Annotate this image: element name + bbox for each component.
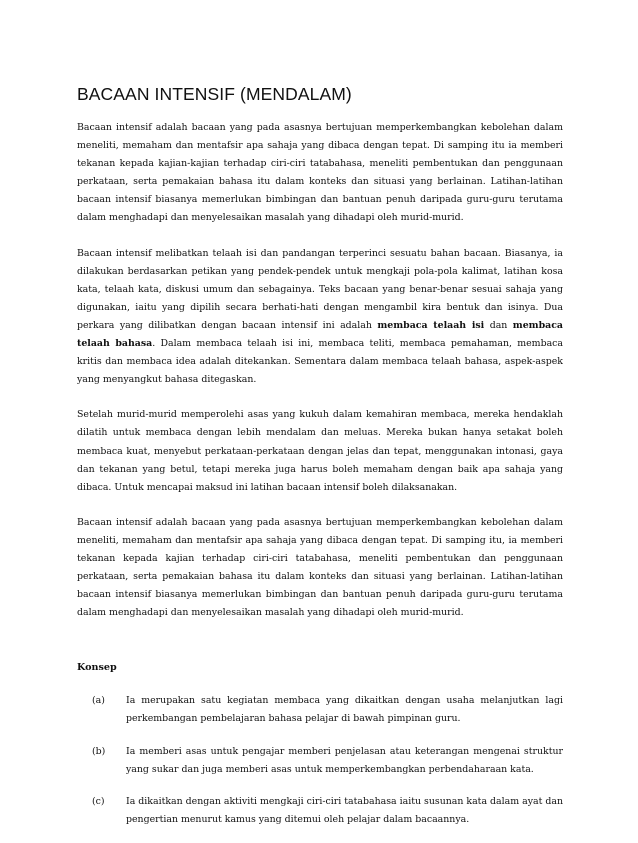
paragraph-4: Bacaan intensif adalah bacaan yang pada asasnya bertujuan memperkembangkan kebolehan dalam meneliti, memaham dan mentafsir apa sahaja yang dibaca dengan tepat. Di samping itu, ia memberi tekanan kepada kajian terhadap ciri-ciri tatabahasa, meneliti pembentukan dan penggunaan perkataan, serta pemakaian bahasa itu dalam konteks dan situasi yang berlainan. Latihan-latihan bacaan intensif biasanya memerlukan bimbingan dan bantuan penuh daripada guru-guru terutama dalam menghadapi dan menyelesaikan masalah yang dihadapi oleh murid-murid. [77,516,563,619]
document-page [77,84,563,843]
bold-term-membaca-telaah-isi: membaca telaah isi [377,319,485,331]
paragraph-2-text-a: Bacaan intensif melibatkan telaah isi dan pandangan terperinci sesuatu bahan bacaan. Biasanya, ia dilakukan berdasarkan petikan yang pendek-pendek untuk mengkaji pola-pola kalimat, latihan kosa kata, telaah kata, diskusi umum dan sebagainya. Teks bacaan yang benar-benar sesuai sahaja yang digunakan, iaitu yang dipilih secara berhati-hati dengan mengambil kira bentuk dan isinya. Dua perkara yang dilibatkan dengan bacaan intensif ini adalah [77,247,563,331]
list-item-text: Ia merupakan satu kegiatan membaca yang dikaitkan dengan usaha melanjutkan lagi perkembangan pembelajaran bahasa pelajar di bawah pimpinan guru. [126,695,563,725]
paragraph-2 [77,245,563,390]
konsep-item-a [92,692,563,728]
paragraph-2-text-b: dan [484,319,513,331]
paragraph-2-text-c: . Dalam membaca telaah isi ini, membaca teliti, membaca pemahaman, membaca kritis dan membaca idea adalah ditekankan. Sementara dalam membaca telaah bahasa, aspek-aspek yang menyangkut bahasa ditegaskan. [77,338,563,386]
list-marker: (a) [92,695,105,707]
konsep-item-c [92,793,563,829]
bold-term-membaca-telaah-bahasa: membaca telaah bahasa [77,319,563,350]
list-item-text: Ia dikaitkan dengan aktiviti mengkaji ciri-ciri tatabahasa iaitu susunan kata dalam ayat dan pengertian menurut kamus yang ditemui oleh pelajar dalam bacaannya. [126,795,563,825]
list-marker: (b) [92,745,106,757]
paragraph-3: Setelah murid-murid memperolehi asas yang kukuh dalam kemahiran membaca, mereka hendaklah dilatih untuk membaca dengan lebih mendalam dan meluas. Mereka bukan hanya setakat boleh membaca kuat, menyebut perkataan-perkataan dengan jelas dan tepat, menggunakan intonasi, gaya dan tekanan yang betul, tetapi mereka juga harus boleh memaham dengan baik apa sahaja yang dibaca. Untuk mencapai maksud ini latihan bacaan intensif boleh dilaksanakan. [77,409,563,493]
document-title: BACAAN INTENSIF (MENDALAM) [77,84,352,104]
konsep-heading: Konsep [77,662,117,674]
konsep-item-b [92,743,563,779]
list-item-text: Ia memberi asas untuk pengajar memberi penjelasan atau keterangan mengenai struktur yang sukar dan juga memberi asas untuk memperkembangkan perbendaharaan kata. [126,745,563,775]
list-marker: (c) [92,795,105,807]
konsep-list [77,692,563,829]
paragraph-1: Bacaan intensif adalah bacaan yang pada asasnya bertujuan memperkembangkan kebolehan dalam meneliti, memaham dan mentafsir apa sahaja yang dibaca dengan tepat. Di samping itu ia memberi tekanan kepada kajian-kajian terhadap ciri-ciri tatabahasa, meneliti pembentukan dan penggunaan perkataan, serta pemakaian bahasa itu dalam konteks dan situasi yang berlainan. Latihan-latihan bacaan intensif biasanya memerlukan bimbingan dan bantuan penuh daripada guru-guru terutama dalam menghadapi dan menyelesaikan masalah yang dihadapi oleh murid-murid. [77,122,563,224]
